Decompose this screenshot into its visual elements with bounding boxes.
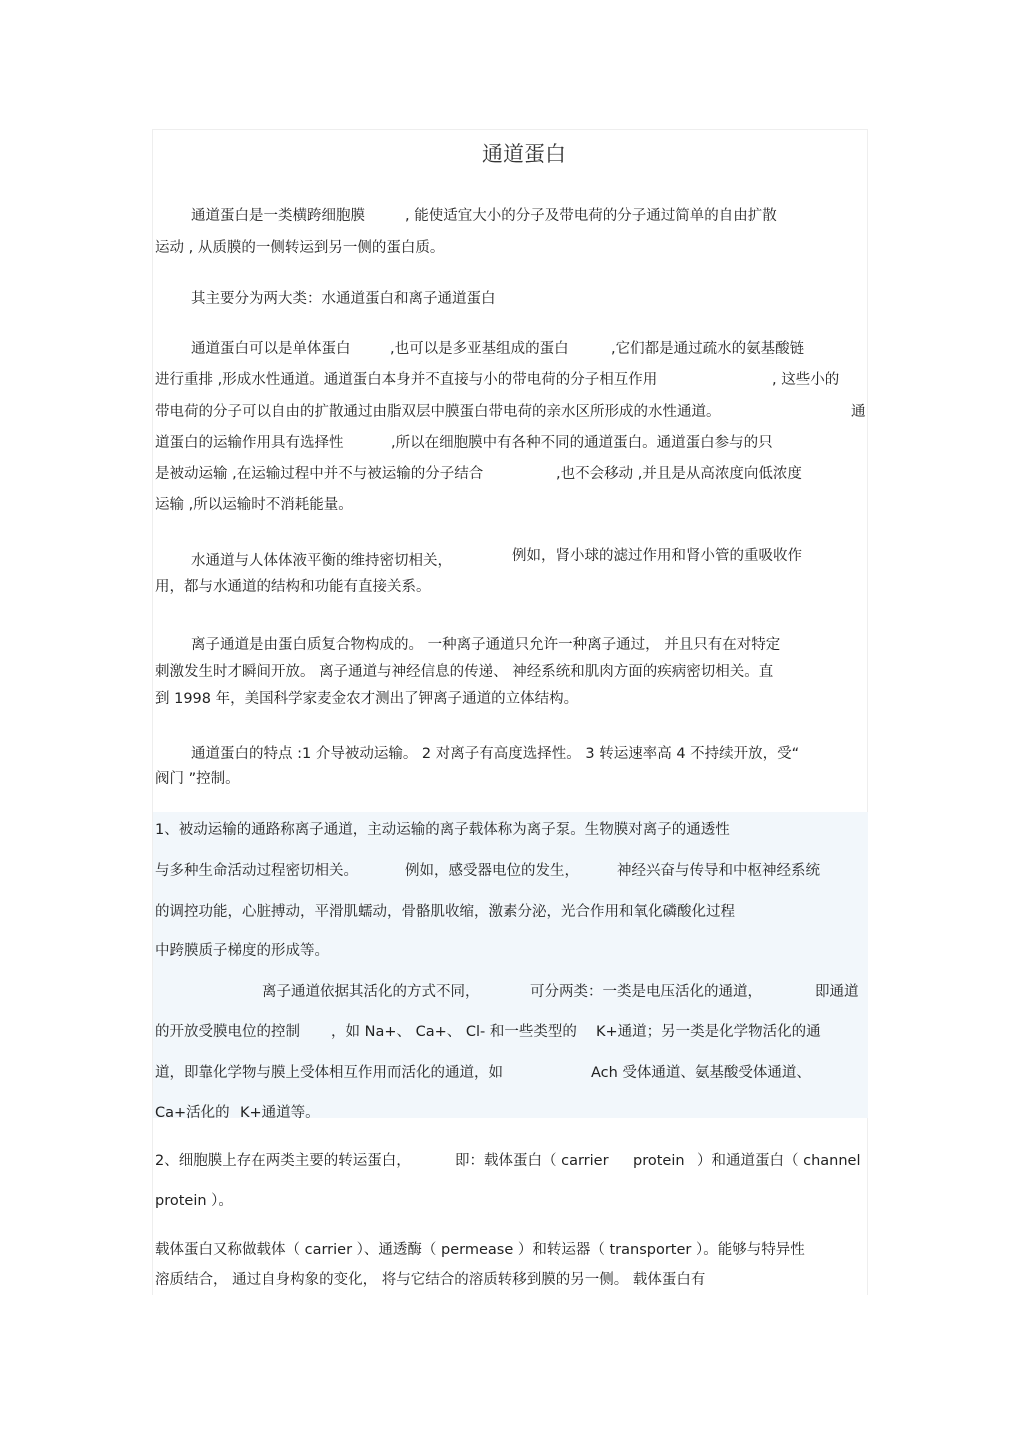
paragraph-3-line-5b: ,也不会移动 ,并且是从高浓度向低浓度: [556, 466, 802, 482]
section-2-line-1d: ）和通道蛋白（ channel: [697, 1153, 861, 1169]
section-1-line-2c: 神经兴奋与传导和中枢神经系统: [617, 863, 820, 879]
section-1b-line-4a: Ca+活化的: [155, 1105, 230, 1121]
section-2-line-2: protein ）。: [155, 1193, 233, 1209]
page-title: 通道蛋白: [482, 142, 566, 166]
paragraph-3-line-3b: 通: [851, 404, 866, 420]
section-2-line-1c: protein: [633, 1153, 685, 1169]
paragraph-3-line-2a: 进行重排 ,形成水性通道。通道蛋白本身并不直接与小的带电荷的分子相互作用: [155, 372, 658, 388]
paragraph-4-line-1b: 例如，肾小球的滤过作用和肾小管的重吸收作: [512, 548, 802, 564]
paragraph-3-line-1c: ,它们都是通过疏水的氨基酸链: [611, 341, 805, 357]
section-1-line-3: 的调控功能，心脏搏动，平滑肌蠕动，骨骼肌收缩，激素分泌，光合作用和氧化磷酸化过程: [155, 904, 735, 920]
paragraph-6-line-2: 阀门 ”控制。: [155, 771, 240, 787]
section-1b-line-3b: Ach 受体通道、氨基酸受体通道、: [591, 1065, 811, 1081]
section-1b-line-2c: K+通道；另一类是化学物活化的通: [596, 1024, 821, 1040]
paragraph-5-line-2: 刺激发生时才瞬间开放。 离子通道与神经信息的传递、 神经系统和肌肉方面的疾病密切相关。直: [155, 664, 774, 680]
paragraph-3-line-1b: ,也可以是多亚基组成的蛋白: [390, 341, 569, 357]
paragraph-2-line-1: 其主要分为两大类：水通道蛋白和离子通道蛋白: [191, 291, 496, 307]
paragraph-5-line-1: 离子通道是由蛋白质复合物构成的。 一种离子通道只允许一种离子通过， 并且只有在对特定: [191, 637, 781, 653]
section-1b-line-1c: 即通道: [815, 984, 859, 1000]
paragraph-3-line-6: 运输 ,所以运输时不消耗能量。: [155, 497, 353, 513]
paragraph-4-line-1a: 水通道与人体体液平衡的维持密切相关，: [191, 553, 452, 569]
paragraph-3-line-4b: ,所以在细胞膜中有各种不同的通道蛋白。通道蛋白参与的只: [391, 435, 773, 451]
paragraph-1-line-2: 运动 , 从质膜的一侧转运到另一侧的蛋白质。: [155, 240, 445, 256]
section-1b-line-2a: 的开放受膜电位的控制: [155, 1024, 300, 1040]
paragraph-6-line-1: 通道蛋白的特点 :1 介导被动运输。 2 对离子有高度选择性。 3 转运速率高 4 不持续开放，受“: [191, 746, 800, 762]
paragraph-1-line-1b: , 能使适宜大小的分子及带电荷的分子通过简单的自由扩散: [405, 208, 777, 224]
paragraph-3-line-5a: 是被动运输 ,在运输过程中并不与被运输的分子结合: [155, 466, 484, 482]
paragraph-4-line-2: 用，都与水通道的结构和功能有直接关系。: [155, 579, 431, 595]
paragraph-3-line-3a: 带电荷的分子可以自由的扩散通过由脂双层中膜蛋白带电荷的亲水区所形成的水性通道。: [155, 404, 721, 420]
paragraph-5-line-3: 到 1998 年，美国科学家麦金农才测出了钾离子通道的立体结构。: [155, 691, 579, 707]
section-1b-line-1a: 离子通道依据其活化的方式不同，: [262, 984, 480, 1000]
paragraph-3-line-4a: 道蛋白的运输作用具有选择性: [155, 435, 344, 451]
section-3-line-2: 溶质结合， 通过自身构象的变化， 将与它结合的溶质转移到膜的另一侧。 载体蛋白有: [155, 1272, 706, 1288]
section-1-line-2a: 与多种生命活动过程密切相关。: [155, 863, 358, 879]
section-1-line-2b: 例如，感受器电位的发生，: [405, 863, 579, 879]
section-1b-line-3a: 道，即靠化学物与膜上受体相互作用而活化的通道，如: [155, 1065, 503, 1081]
section-3-line-1: 载体蛋白又称做载体（ carrier ）、通透酶（ permease ）和转运器（ transporter ）。能够与特异性: [155, 1242, 805, 1258]
section-1-line-4: 中跨膜质子梯度的形成等。: [155, 943, 329, 959]
section-1-line-1: 1、被动运输的通路称离子通道，主动运输的离子载体称为离子泵。生物膜对离子的通透性: [155, 822, 730, 838]
section-1b-line-4b: K+通道等。: [240, 1105, 320, 1121]
paragraph-3-line-2b: , 这些小的: [772, 372, 840, 388]
paragraph-1-line-1a: 通道蛋白是一类横跨细胞膜: [191, 208, 365, 224]
section-1b-line-1b: 可分两类：一类是电压活化的通道，: [530, 984, 762, 1000]
section-1b-line-2b: ，如 Na+、 Ca+、 Cl- 和一些类型的: [331, 1024, 577, 1040]
section-2-line-1a: 2、细胞膜上存在两类主要的转运蛋白，: [155, 1153, 411, 1169]
paragraph-3-line-1a: 通道蛋白可以是单体蛋白: [191, 341, 351, 357]
section-2-line-1b: 即：载体蛋白（ carrier: [455, 1153, 609, 1169]
